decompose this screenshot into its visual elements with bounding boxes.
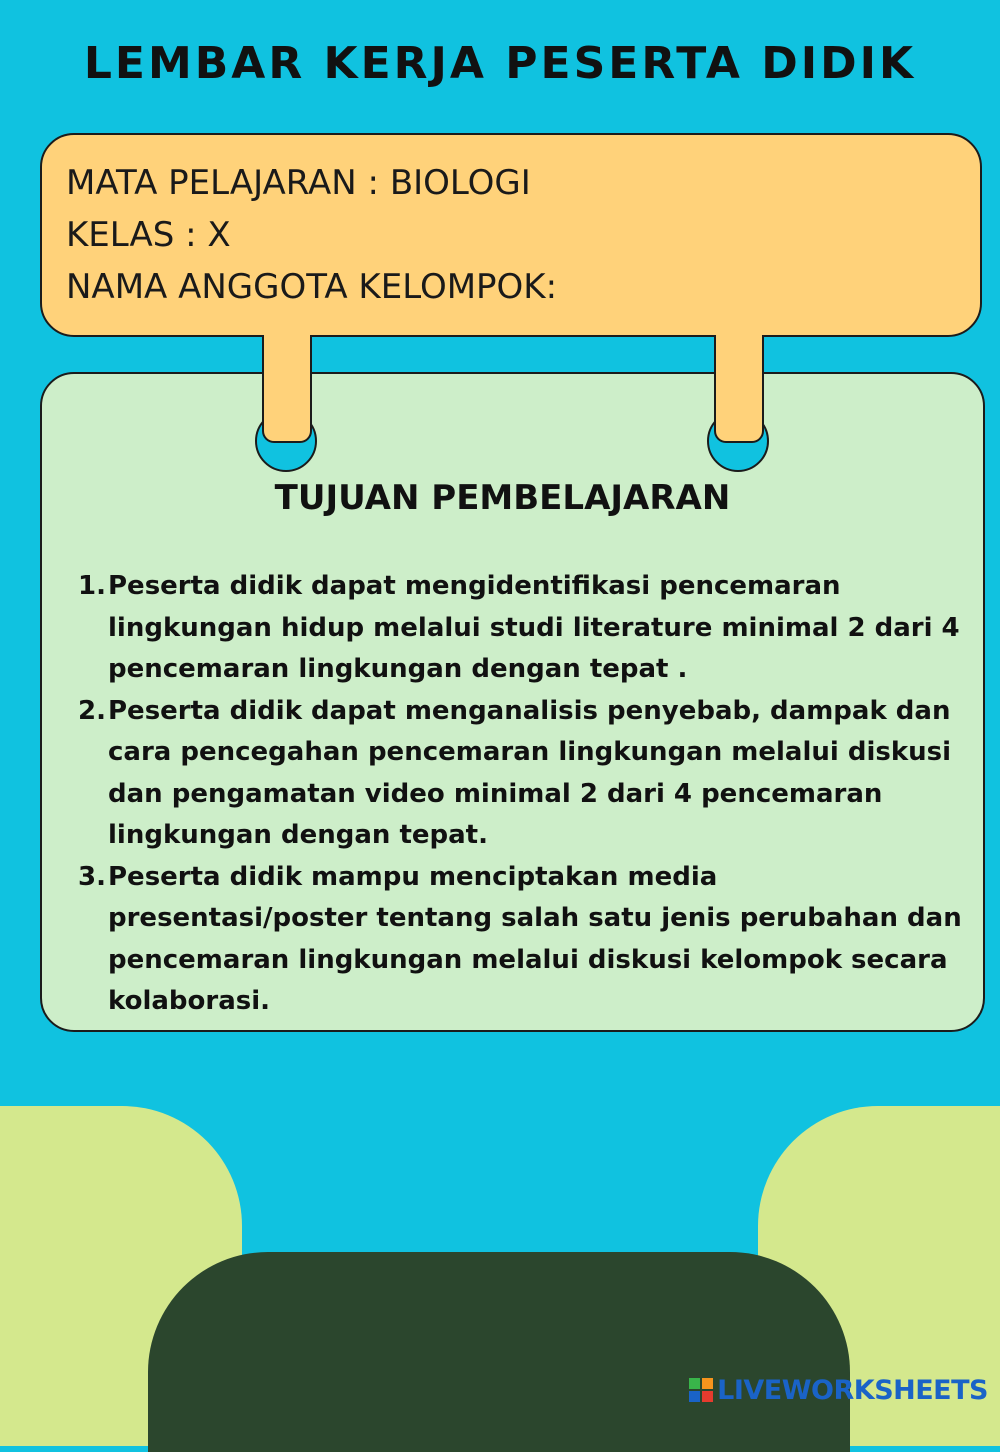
binder-strap-right — [714, 335, 764, 443]
logo-text: LIVEWORKSHEETS — [717, 1374, 988, 1406]
class-label: KELAS : X — [66, 215, 231, 255]
objective-item — [70, 691, 982, 857]
objective-number: 1. — [78, 571, 106, 601]
worksheet-title: LEMBAR KERJA PESERTA DIDIK — [83, 38, 917, 89]
objective-item — [70, 566, 982, 691]
binder-strap-left — [262, 335, 312, 443]
objective-number: 2. — [78, 695, 106, 726]
logo-mark-icon — [689, 1378, 713, 1402]
objective-text: Peserta didik dapat menganalisis penyebab, dampak dan cara pencegahan pencemaran lingkungan melalui diskusi dan pengamatan video minimal 2 dari 4 pencemaran lingkungan dengan tepat. — [108, 695, 952, 850]
group-members-label: NAMA ANGGOTA KELOMPOK: — [66, 267, 558, 307]
decorative-hill-center — [148, 1252, 850, 1452]
objectives-list — [70, 566, 982, 1023]
subject-label: MATA PELAJARAN : BIOLOGI — [66, 163, 531, 203]
objective-number: 3. — [78, 861, 106, 892]
learning-objectives-heading: TUJUAN PEMBELAJARAN — [274, 478, 731, 518]
objective-item — [70, 857, 982, 1023]
liveworksheets-logo[interactable] — [689, 1374, 988, 1406]
info-panel — [40, 133, 982, 337]
objective-text: Peserta didik mampu menciptakan media presentasi/poster tentang salah satu jenis perubahan dan pencemaran lingkungan melalui diskusi kelompok secara kolaborasi. — [108, 861, 962, 1016]
objective-text: Peserta didik dapat mengidentifikasi pencemaran lingkungan hidup melalui studi literature minimal 2 dari 4 pencemaran lingkungan dengan tepat . — [108, 571, 960, 684]
